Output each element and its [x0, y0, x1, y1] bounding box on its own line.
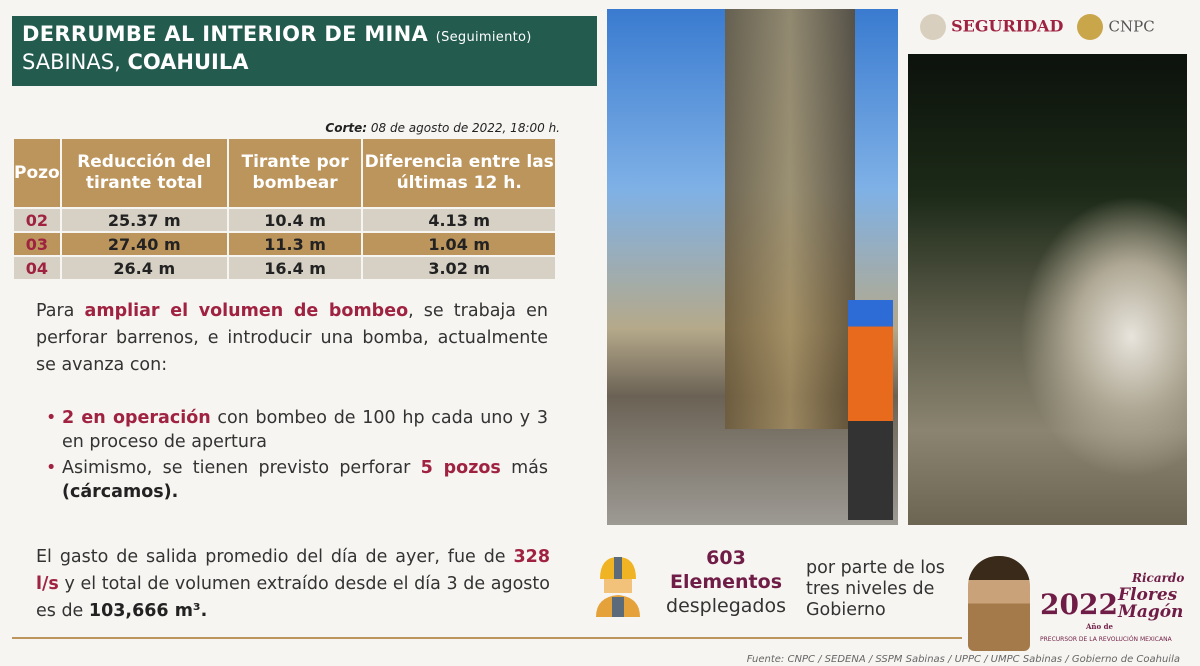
worker-figure: [848, 300, 893, 520]
divider: [12, 637, 962, 639]
cutoff-label: Corte:: [325, 121, 368, 135]
list-item: [44, 406, 548, 454]
mexico-seal-icon: [920, 14, 946, 40]
cell: 11.3 m: [229, 233, 362, 255]
table-row: [14, 257, 555, 279]
government-levels: [806, 558, 945, 621]
text: con bombeo de 100 hp cada uno y 3 en proceso de apertura: [62, 408, 548, 452]
table-row: [14, 209, 555, 231]
source-note: Fuente: CNPC / SEDENA / SSPM Sabinas / UPPC / UMPC Sabinas / Gobierno de Coahuila: [746, 654, 1180, 665]
cell: 04: [14, 257, 60, 279]
cell: 02: [14, 209, 60, 231]
elements-label: Elementos: [669, 571, 783, 593]
cell: 10.4 m: [229, 209, 362, 231]
worker-helmet-icon: [594, 555, 642, 617]
text: y el total de volumen extraído desde el día 3 de agosto es de: [36, 574, 550, 621]
cutoff-date: [300, 121, 560, 135]
water-discharge-photo: [908, 54, 1187, 525]
wells-table: [12, 137, 557, 281]
cell: 25.37 m: [62, 209, 227, 231]
header-diferencia: Diferencia entre las últimas 12 h.: [363, 139, 555, 207]
cell: 26.4 m: [62, 257, 227, 279]
header-tirante: Tirante por bombear: [229, 139, 362, 207]
seguridad-logo: SEGURIDAD: [951, 16, 1064, 36]
year-of-label: Año de: [1086, 622, 1113, 631]
precursor-text: PRECURSOR DE LA REVOLUCIÓN MEXICANA: [1040, 636, 1172, 643]
title-sub: (Seguimiento): [435, 30, 532, 45]
text: Gobierno: [806, 600, 886, 620]
first-name: Ricardo: [1132, 571, 1185, 585]
table-header: [14, 139, 555, 207]
name: [1118, 570, 1184, 621]
cell: 3.02 m: [363, 257, 555, 279]
table-row: [14, 233, 555, 255]
surname2: Magón: [1118, 602, 1184, 622]
portrait-illustration: [968, 556, 1030, 651]
cnpc-seal-icon: [1077, 14, 1103, 40]
title-line1: DERRUMBE AL INTERIOR DE MINA: [22, 22, 429, 46]
highlight: 5 pozos: [420, 458, 501, 478]
cell: 16.4 m: [229, 257, 362, 279]
flores-magon-logo: [968, 556, 1198, 651]
text: por parte de los: [806, 558, 945, 578]
list-item: [44, 456, 548, 504]
year: 2022: [1040, 588, 1118, 621]
header-pozo: Pozo: [14, 139, 60, 207]
highlight: 2 en operación: [62, 408, 211, 428]
text: El gasto de salida promedio del día de ayer, fue de: [36, 547, 514, 567]
title-state: COAHUILA: [127, 50, 249, 74]
cell: 1.04 m: [363, 233, 555, 255]
text: Para: [36, 301, 85, 321]
slide-title: [12, 16, 597, 86]
flow-paragraph: [36, 544, 550, 625]
cnpc-logo: CNPC: [1108, 17, 1155, 36]
deployed-elements: [652, 546, 800, 618]
total-volume: 103,666 m³.: [88, 601, 208, 621]
text: más: [500, 458, 548, 478]
pumping-paragraph: [36, 298, 548, 379]
logos: [920, 14, 1155, 40]
surname1: Flores: [1118, 585, 1178, 605]
cell: 27.40 m: [62, 233, 227, 255]
elements-sub: desplegados: [666, 595, 786, 617]
flow-rate: 328 l/s: [36, 547, 550, 594]
cell: 4.13 m: [363, 209, 555, 231]
text: tres niveles de: [806, 579, 935, 599]
elements-count: 603: [706, 547, 746, 569]
text: Asimismo, se tienen previsto perforar: [62, 458, 421, 478]
highlight: ampliar el volumen de bombeo: [84, 301, 409, 321]
highlight: (cárcamos).: [62, 482, 179, 502]
cell: 03: [14, 233, 60, 255]
title-city: SABINAS,: [22, 50, 128, 74]
text: , se trabaja en perforar barrenos, e introducir una bomba, actualmente se avanza con:: [36, 301, 548, 375]
header-reduccion: Reducción del tirante total: [62, 139, 227, 207]
rig-structure: [725, 9, 855, 429]
cutoff-value: 08 de agosto de 2022, 18:00 h.: [370, 121, 560, 135]
bullet-list: [44, 406, 548, 506]
